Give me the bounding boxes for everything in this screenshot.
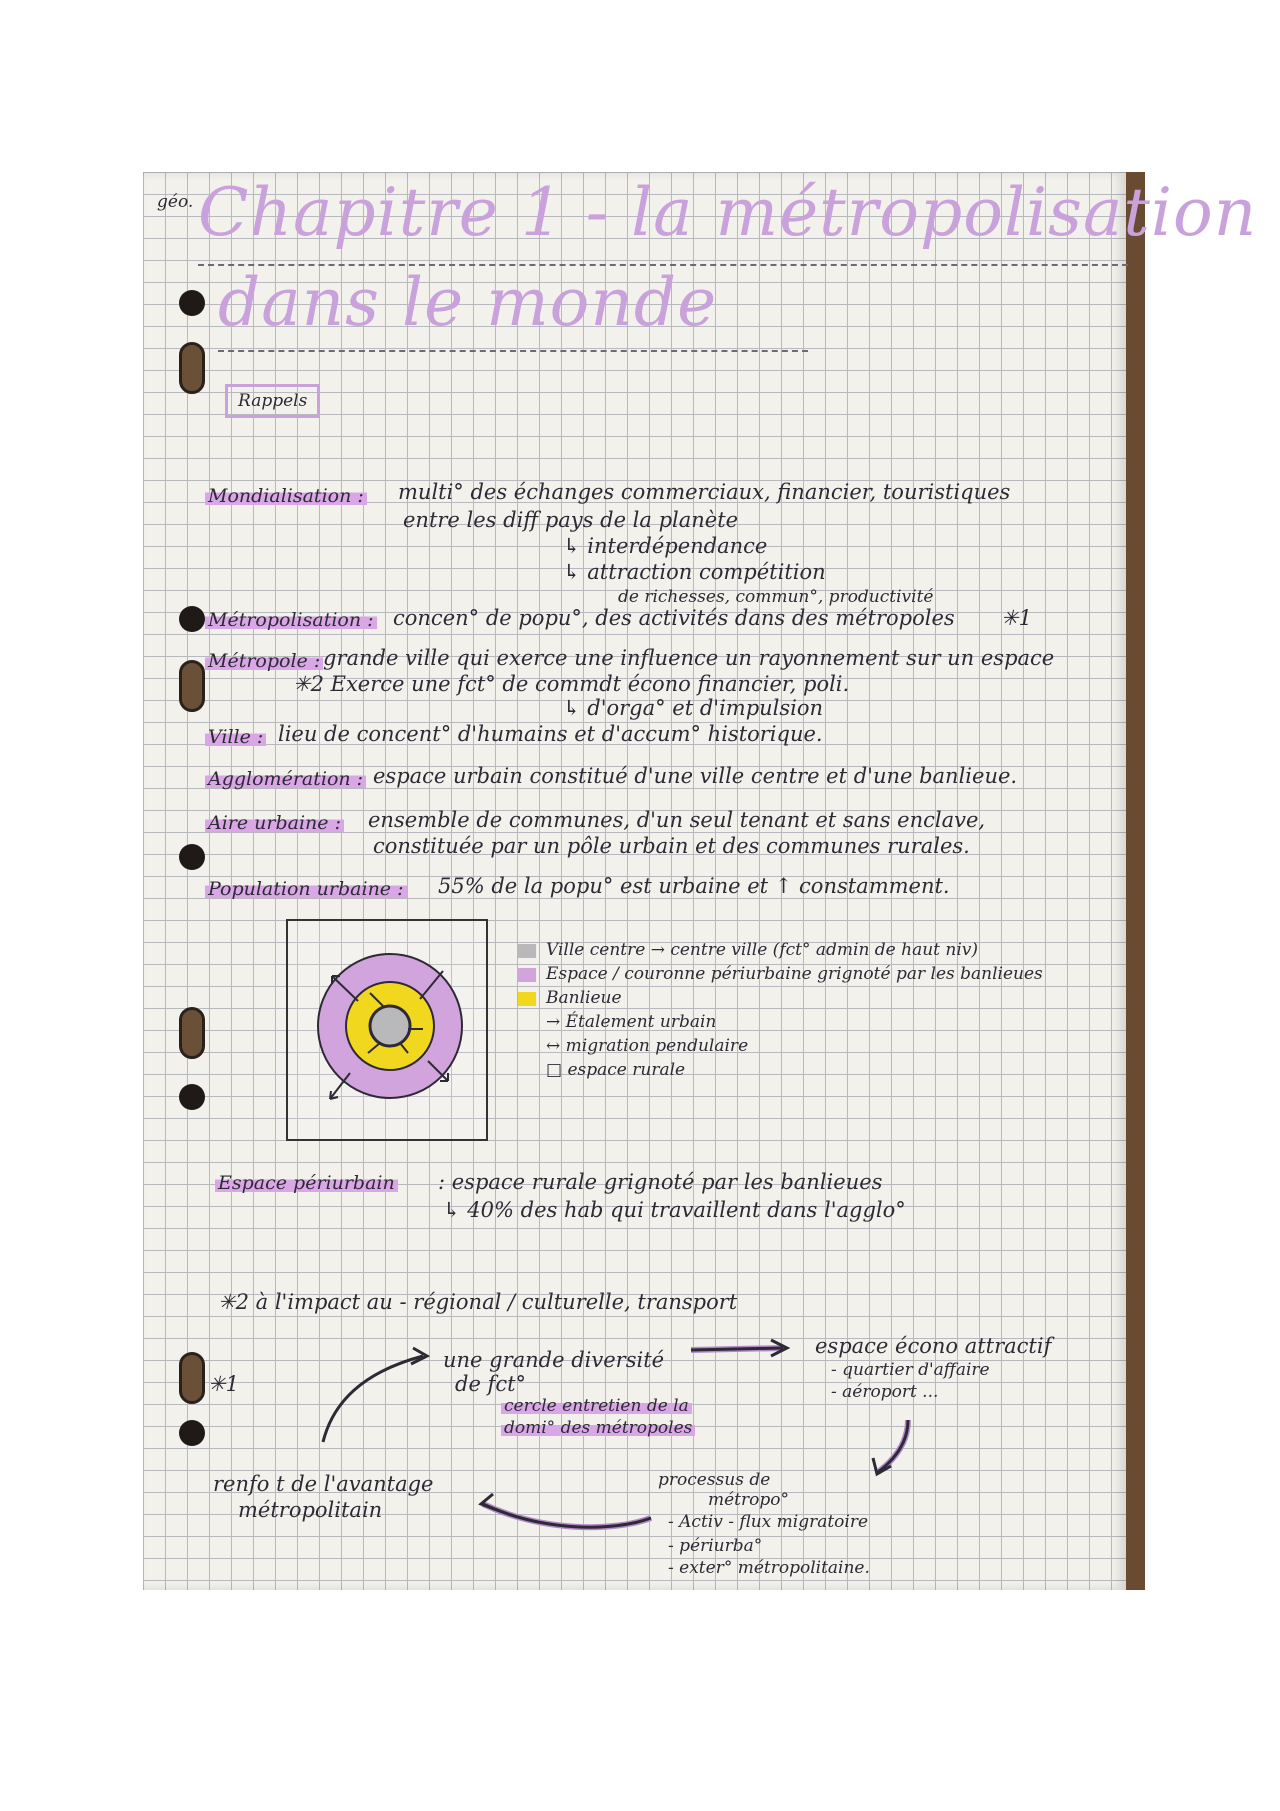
subject-tag: géo. — [157, 192, 194, 212]
page-title-line1: Chapitre 1 - la métropolisation — [198, 174, 1258, 251]
metropolisation-mark: ✳1 — [1001, 606, 1032, 630]
cycle-node3-l3: - Activ - flux migratoire — [668, 1512, 869, 1532]
def-metropolisation: concen° de popu°, des activités dans des métropoles — [393, 606, 955, 630]
def-mondialisation-l1: multi° des échanges commerciaux, financier, touristiques — [398, 480, 1011, 504]
term-mondialisation: Mondialisation : — [205, 485, 367, 507]
def-mondialisation-l4: ↳ attraction compétition — [563, 560, 826, 584]
arrowhead-icon — [481, 1494, 497, 1510]
term-espace-periurbain: Espace périurbain — [215, 1172, 398, 1194]
def-metropole-l2: ✳2 Exerce une fct° de commdt écono financier, poli. — [293, 672, 850, 696]
legend-text: Ville centre → centre ville (fct° admin de haut niv) — [546, 940, 979, 960]
def-metropole-l3: ↳ d'orga° et d'impulsion — [563, 696, 824, 720]
legend-text: Banlieue — [546, 988, 622, 1008]
term-metropole: Métropole : — [205, 650, 323, 672]
def-mondialisation-l2: entre les diff pays de la planète — [403, 508, 739, 532]
cycle-node4-l2: métropolitain — [238, 1498, 383, 1522]
cycle-note: ✳2 à l'impact au - régional / culturelle, transport — [218, 1290, 738, 1314]
def-ville: lieu de concent° d'humains et d'accum° historique. — [278, 722, 823, 746]
legend-text: □ espace rurale — [546, 1060, 686, 1080]
cycle-node2-l2: - quartier d'affaire — [831, 1360, 990, 1380]
arrow-down-icon — [878, 1420, 908, 1472]
def-periurbain-l1: : espace rurale grignoté par les banlieues — [438, 1170, 883, 1194]
legend-text: ↔ migration pendulaire — [546, 1036, 749, 1056]
page-title-line2: dans le monde — [218, 264, 718, 341]
def-agglomeration: espace urbain constitué d'une ville centre et d'une banlieue. — [373, 764, 1018, 788]
cycle-center-l2: domi° des métropoles — [501, 1418, 695, 1438]
term-agglomeration: Agglomération : — [205, 768, 366, 790]
def-aire-l2: constituée par un pôle urbain et des communes rurales. — [373, 834, 970, 858]
term-population-urbaine: Population urbaine : — [205, 878, 407, 900]
term-aire-urbaine: Aire urbaine : — [205, 812, 344, 834]
cycle-node3-l5: - exter° métropolitaine. — [668, 1558, 870, 1578]
def-mondialisation-l3: ↳ interdépendance — [563, 534, 768, 558]
def-periurbain-l2: ↳ 40% des hab qui travaillent dans l'agglo° — [443, 1198, 906, 1222]
legend-text: Espace / couronne périurbaine grignoté par les banlieues — [546, 964, 1043, 984]
term-ville: Ville : — [205, 726, 266, 748]
def-population-urbaine: 55% de la popu° est urbaine et ↑ constamment. — [438, 874, 950, 898]
rappels-label: Rappels — [238, 391, 308, 411]
cycle-center-l1: cercle entretien de la — [501, 1396, 692, 1416]
cycle-node3-l1: processus de — [658, 1470, 771, 1490]
cycle-node2-l1: espace écono attractif — [815, 1334, 1052, 1358]
def-aire-l1: ensemble de communes, d'un seul tenant et sans enclave, — [368, 808, 986, 832]
def-metropolisation-above: de richesses, commun°, productivité — [618, 587, 934, 607]
cycle-node3-l2: métropo° — [708, 1490, 789, 1510]
cycle-node3-l4: - périurba° — [668, 1536, 763, 1556]
cycle-node2-l3: - aéroport ... — [831, 1382, 939, 1402]
notebook-sheet — [143, 172, 1258, 1590]
cycle-node1-l1: une grande diversité — [443, 1348, 665, 1372]
cycle-node1-l2: de fct° — [455, 1372, 527, 1396]
cycle-mark: ✳1 — [208, 1372, 239, 1396]
legend-text: → Étalement urbain — [546, 1012, 717, 1032]
cycle-node4-l1: renfo t de l'avantage — [213, 1472, 434, 1496]
cycle-arrows — [143, 172, 1126, 1590]
arrow-up-icon — [323, 1356, 423, 1442]
term-metropolisation: Métropolisation : — [205, 609, 377, 631]
def-metropole-l1: grande ville qui exerce une influence un rayonnement sur un espace — [323, 646, 1055, 670]
